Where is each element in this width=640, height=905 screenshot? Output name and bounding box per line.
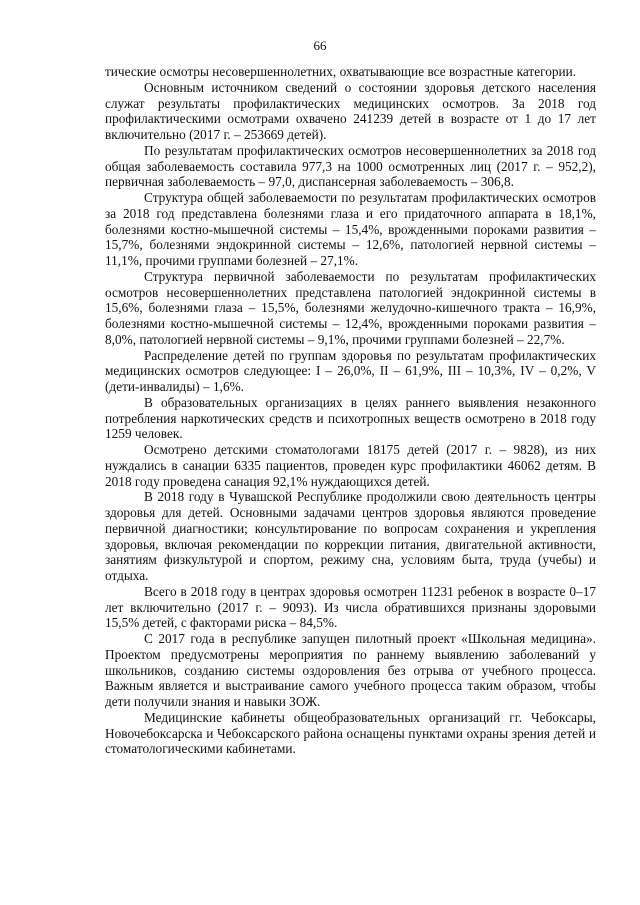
paragraph-school-medicine: С 2017 года в республике запущен пилотный проект «Школьная медицина». Проектом предусмотрены мероприятия по раннему выявлению заболеваний у школьников, созданию системы оздоровления без отрыва от учебного процесса. Важным является и выстраивание самого учебного процесса таким образом, чтобы дети получили знания и навыки ЗОЖ. <box>105 631 596 709</box>
paragraph-continuation: тические осмотры несовершеннолетних, охватывающие все возрастные категории. <box>105 64 577 79</box>
body-text <box>105 64 596 757</box>
paragraph-general-morbidity: По результатам профилактических осмотров несовершеннолетних за 2018 год общая заболеваемость составила 977,3 на 1000 осмотренных лиц (2017 г. – 952,2), первичная заболеваемость – 97,0, диспансерная заболеваемость – 306,8. <box>105 142 596 190</box>
page-number: 66 <box>313 38 327 53</box>
paragraph-medical-offices: Медицинские кабинеты общеобразовательных организаций гг. Чебоксары, Новочебоксарска и Чебоксарского района оснащены пунктами охраны зрения детей и стоматологическими кабинетами. <box>105 709 596 757</box>
paragraph-health-centers: В 2018 году в Чувашской Республике продолжили свою деятельность центры здоровья для детей. Основными задачами центров здоровья являются проведение первичной диагностики; консультирование по вопросам сохранения и укрепления здоровья, включая рекомендации по коррекции питания, двигательной активности, занятиям физкультурой и спортом, режиму сна, условиям быта, труда (учебы) и отдыха. <box>105 489 596 583</box>
paragraph-primary-structure: Структура первичной заболеваемости по результатам профилактических осмотров несовершеннолетних представлена патологией эндокринной системы в 15,6%, болезнями глаза – 15,5%, болезнями желудочно-кишечного тракта – 16,9%, болезнями костно-мышечной системы – 12,4%, врожденными пороками развития – 8,0%, патологией нервной системы – 9,1%, прочими группами болезней – 22,7%. <box>105 268 596 347</box>
paragraph-data-source: Основным источником сведений о состоянии здоровья детского населения служат результаты профилактических медицинских осмотров. За 2018 год профилактическими осмотрами охвачено 241239 детей в возрасте от 1 до 17 лет включительно (2017 г. – 253669 детей). <box>105 79 596 142</box>
paragraph-health-centers-stats: Всего в 2018 году в центрах здоровья осмотрен 11231 ребенок в возрасте 0–17 лет включительно (2017 г. – 9093). Из числа обратившихся признаны здоровыми 15,5% детей, с факторами риска – 84,5%. <box>105 583 596 631</box>
paragraph-drug-screening: В образовательных организациях в целях раннего выявления незаконного потребления наркотических средств и психотропных веществ осмотрено в 2018 году 1259 человек. <box>105 394 596 442</box>
paragraph-general-structure: Структура общей заболеваемости по результатам профилактических осмотров за 2018 год представлена болезнями глаза и его придаточного аппарата в 18,1%, болезнями костно-мышечной системы – 15,4%, врожденными пороками развития – 15,7%, болезнями эндокринной системы – 12,6%, патологией нервной системы – 11,1%, прочими группами болезней – 27,1%. <box>105 190 596 268</box>
paragraph-health-groups: Распределение детей по группам здоровья по результатам профилактических медицинских осмотров следующее: I – 26,0%, II – 61,9%, III – 10,3%, IV – 0,2%, V (дети-инвалиды) – 1,6%. <box>105 347 596 394</box>
paragraph-dentistry: Осмотрено детскими стоматологами 18175 детей (2017 г. – 9828), из них нуждались в санации 6335 пациентов, проведен курс профилактики 46062 детям. В 2018 году проведена санация 92,1% нуждающихся детей. <box>105 442 596 489</box>
